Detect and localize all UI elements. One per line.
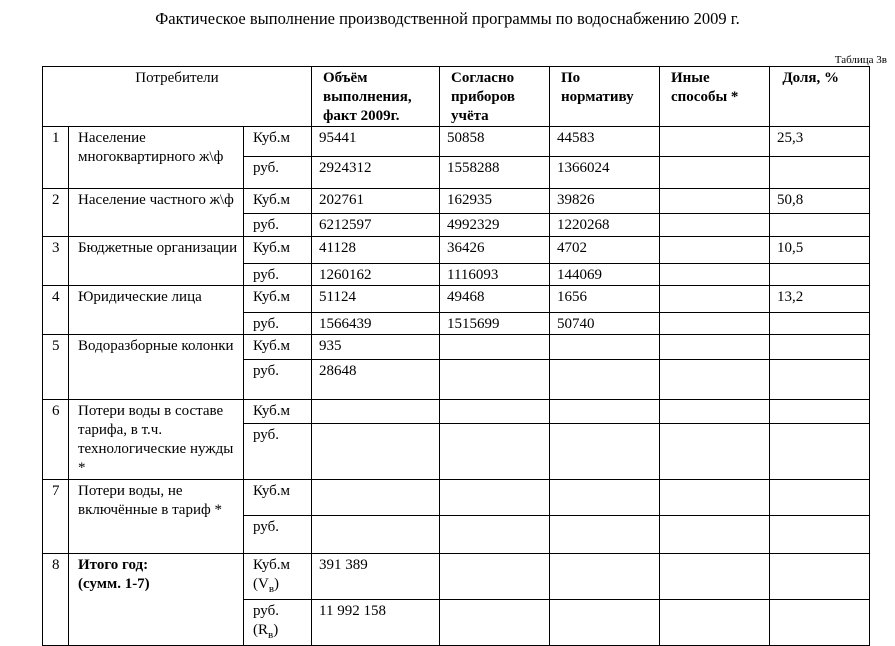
unit-rub: руб. xyxy=(244,214,312,237)
share-value xyxy=(770,400,870,424)
meters-cubic xyxy=(440,480,550,516)
row-number: 6 xyxy=(43,400,69,480)
table-row xyxy=(43,286,870,313)
table-row xyxy=(43,237,870,264)
header-share: Доля, % xyxy=(770,67,870,127)
other-rub xyxy=(660,264,770,286)
volume-rub: 1260162 xyxy=(312,264,440,286)
row-number: 1 xyxy=(43,127,69,189)
norm-cubic xyxy=(550,335,660,360)
other-cubic xyxy=(660,400,770,424)
unit-rub: руб. xyxy=(244,516,312,554)
unit-cubic: Куб.м xyxy=(244,127,312,157)
norm-cubic: 4702 xyxy=(550,237,660,264)
document-title: Фактическое выполнение производственной программы по водоснабжению 2009 г. xyxy=(155,9,740,28)
row-number: 4 xyxy=(43,286,69,335)
header-consumers: Потребители xyxy=(43,67,312,127)
unit-rub: руб. xyxy=(244,157,312,189)
unit-rub: руб. xyxy=(244,264,312,286)
unit-rub: руб. xyxy=(244,424,312,480)
norm-cubic xyxy=(550,400,660,424)
total-volume-cubic: 391 389 xyxy=(312,554,440,600)
consumer-name: Юридические лица xyxy=(69,286,244,335)
volume-rub: 28648 xyxy=(312,360,440,400)
table-row xyxy=(43,335,870,360)
volume-cubic: 41128 xyxy=(312,237,440,264)
other-rub xyxy=(660,313,770,335)
other-cubic xyxy=(660,335,770,360)
share-value: 25,3 xyxy=(770,127,870,157)
unit-cubic: Куб.м xyxy=(244,335,312,360)
consumer-name: Население многоквартирного ж\ф xyxy=(69,127,244,189)
share-rub xyxy=(770,214,870,237)
consumer-name: Население частного ж\ф xyxy=(69,189,244,237)
unit-cubic: Куб.м xyxy=(244,237,312,264)
share-value: 10,5 xyxy=(770,237,870,264)
row-number: 5 xyxy=(43,335,69,400)
volume-rub: 2924312 xyxy=(312,157,440,189)
meters-rub: 4992329 xyxy=(440,214,550,237)
norm-rub xyxy=(550,360,660,400)
other-cubic xyxy=(660,237,770,264)
total-unit-cubic-symbol: $(V_в)$ xyxy=(253,576,280,595)
share-rub xyxy=(770,360,870,400)
meters-rub xyxy=(440,516,550,554)
other-cubic xyxy=(660,480,770,516)
other-cubic xyxy=(660,189,770,214)
other-rub xyxy=(660,214,770,237)
total-unit-cubic xyxy=(244,554,312,600)
volume-cubic: 51124 xyxy=(312,286,440,313)
meters-cubic: 49468 xyxy=(440,286,550,313)
volume-rub xyxy=(312,424,440,480)
share-value: 13,2 xyxy=(770,286,870,313)
total-unit-cubic-label: Куб.м xyxy=(253,557,291,573)
total-name xyxy=(69,554,244,646)
header-norm: По нормативу xyxy=(550,67,660,127)
table-row xyxy=(43,400,870,424)
meters-cubic: 50858 xyxy=(440,127,550,157)
header-other: Иные способы * xyxy=(660,67,770,127)
volume-rub: 6212597 xyxy=(312,214,440,237)
volume-cubic: 202761 xyxy=(312,189,440,214)
volume-cubic xyxy=(312,480,440,516)
total-name-line2: (сумм. 1-7) xyxy=(78,576,150,592)
norm-rub xyxy=(550,516,660,554)
meters-cubic xyxy=(440,335,550,360)
volume-cubic xyxy=(312,400,440,424)
unit-cubic: Куб.м xyxy=(244,189,312,214)
unit-rub: руб. xyxy=(244,360,312,400)
norm-rub: 1220268 xyxy=(550,214,660,237)
share-rub xyxy=(770,516,870,554)
empty-cell xyxy=(770,554,870,600)
norm-cubic xyxy=(550,480,660,516)
consumer-name: Бюджетные организации xyxy=(69,237,244,286)
consumer-name: Водоразборные колонки xyxy=(69,335,244,400)
header-volume: Объём выполнения, факт 2009г. xyxy=(312,67,440,127)
volume-cubic: 95441 xyxy=(312,127,440,157)
volume-cubic: 935 xyxy=(312,335,440,360)
row-number: 3 xyxy=(43,237,69,286)
norm-rub: 144069 xyxy=(550,264,660,286)
meters-rub: 1558288 xyxy=(440,157,550,189)
meters-cubic: 36426 xyxy=(440,237,550,264)
empty-cell xyxy=(660,554,770,600)
unit-cubic: Куб.м xyxy=(244,400,312,424)
meters-rub xyxy=(440,360,550,400)
share-value: 50,8 xyxy=(770,189,870,214)
volume-rub: 1566439 xyxy=(312,313,440,335)
table-row xyxy=(43,189,870,214)
total-unit-rub-label: руб. xyxy=(253,603,279,619)
total-name-line1: Итого год: xyxy=(78,557,149,573)
share-value xyxy=(770,335,870,360)
norm-rub: 1366024 xyxy=(550,157,660,189)
norm-rub: 50740 xyxy=(550,313,660,335)
unit-cubic: Куб.м xyxy=(244,480,312,516)
meters-rub: 1116093 xyxy=(440,264,550,286)
row-number: 2 xyxy=(43,189,69,237)
production-program-table xyxy=(42,66,870,646)
other-cubic xyxy=(660,127,770,157)
table-row xyxy=(43,480,870,516)
consumer-name: Потери воды в составе тарифа, в т.ч. технологические нужды * xyxy=(69,400,244,480)
share-rub xyxy=(770,424,870,480)
empty-cell xyxy=(440,554,550,600)
other-cubic xyxy=(660,286,770,313)
share-rub xyxy=(770,313,870,335)
share-rub xyxy=(770,157,870,189)
consumer-name: Потери воды, не включённые в тариф * xyxy=(69,480,244,554)
meters-cubic: 162935 xyxy=(440,189,550,214)
other-rub xyxy=(660,424,770,480)
norm-cubic: 1656 xyxy=(550,286,660,313)
total-number: 8 xyxy=(43,554,69,646)
meters-rub xyxy=(440,424,550,480)
other-rub xyxy=(660,516,770,554)
total-unit-rub-symbol: $(R_в)$ xyxy=(253,622,279,641)
total-row xyxy=(43,554,870,600)
other-rub xyxy=(660,157,770,189)
table-row xyxy=(43,127,870,157)
unit-rub: руб. xyxy=(244,313,312,335)
norm-cubic: 44583 xyxy=(550,127,660,157)
other-rub xyxy=(660,360,770,400)
share-value xyxy=(770,480,870,516)
header-meters: Согласно приборов учёта xyxy=(440,67,550,127)
table-label: Таблица 3в xyxy=(834,54,887,66)
unit-cubic: Куб.м xyxy=(244,286,312,313)
volume-rub xyxy=(312,516,440,554)
norm-rub xyxy=(550,424,660,480)
meters-cubic xyxy=(440,400,550,424)
empty-cell xyxy=(550,554,660,600)
meters-rub: 1515699 xyxy=(440,313,550,335)
norm-cubic: 39826 xyxy=(550,189,660,214)
row-number: 7 xyxy=(43,480,69,554)
share-rub xyxy=(770,264,870,286)
total-volume-rub: 11 992 158 xyxy=(312,600,440,646)
